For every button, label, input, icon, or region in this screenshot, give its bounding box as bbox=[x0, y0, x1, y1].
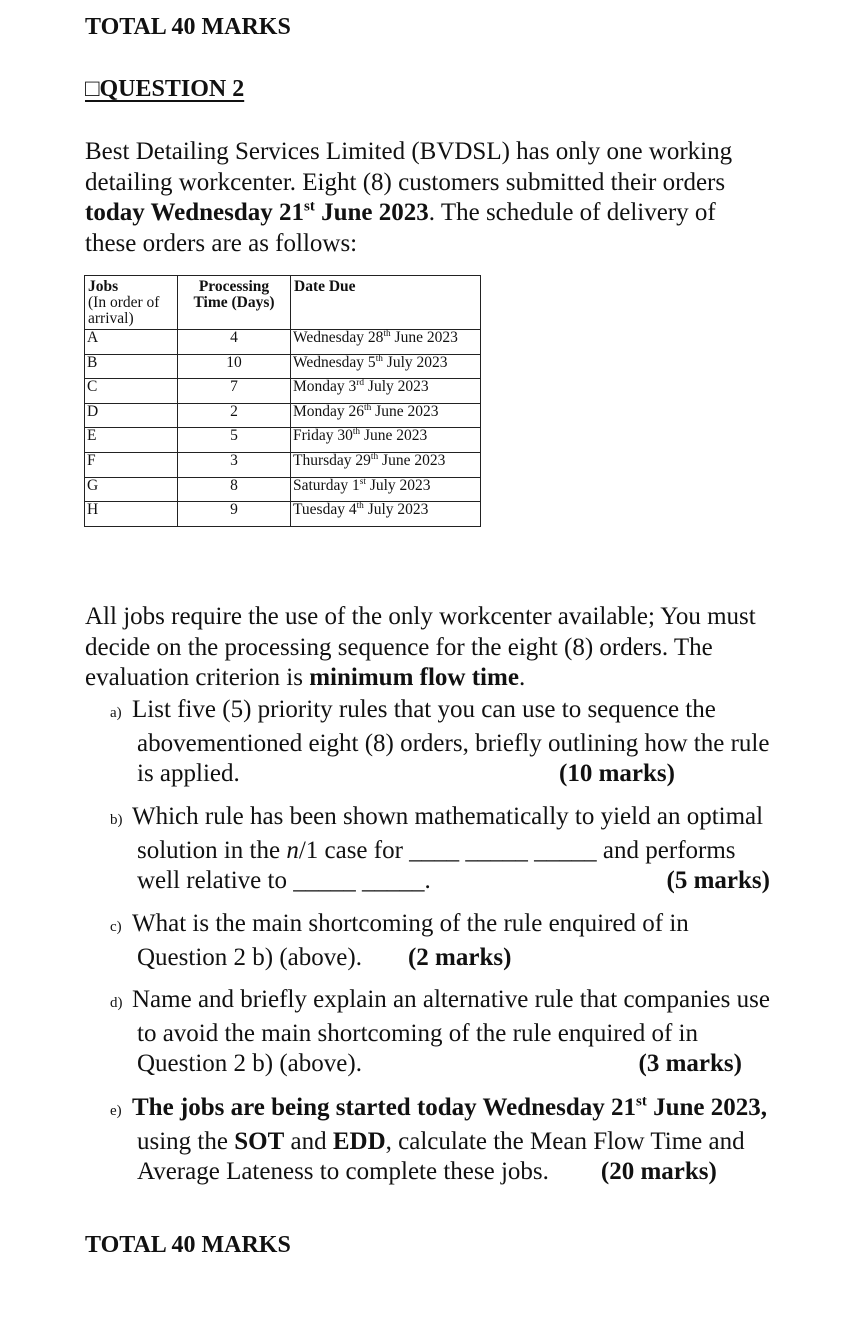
table-header-row bbox=[85, 276, 481, 330]
criterion-paragraph bbox=[85, 602, 805, 694]
date-due-cell: Wednesday 28th June 2023 bbox=[291, 330, 481, 355]
marks-label: (10 marks) bbox=[559, 760, 675, 788]
total-marks-footer: TOTAL 40 MARKS bbox=[85, 1232, 291, 1258]
date-due-cell: Saturday 1st July 2023 bbox=[291, 477, 481, 502]
jobs-column-header: Jobs (In order of arrival) bbox=[85, 276, 178, 330]
total-marks-header: TOTAL 40 MARKS bbox=[85, 14, 291, 40]
question-b: b) Which rule has been shown mathematically to yield an optimal solution in the n/1 case for ____ _____ _____ and performs well relative to _____ _____. (5 marks) bbox=[110, 802, 815, 897]
marks-label: (2 marks) bbox=[407, 943, 512, 971]
question-title: □QUESTION 2 bbox=[85, 76, 245, 102]
intro-line: today Wednesday 21st June 2023. The schedule of delivery of bbox=[85, 198, 716, 227]
date-due-column-header: Date Due bbox=[291, 276, 481, 330]
date-due-cell: Thursday 29th June 2023 bbox=[291, 452, 481, 477]
date-due-cell: Tuesday 4th July 2023 bbox=[291, 502, 481, 527]
intro-paragraph bbox=[85, 137, 805, 259]
intro-date: today Wednesday 21st June 2023 bbox=[85, 198, 429, 227]
processing-time-column-header: Processing Time (Days) bbox=[178, 276, 291, 330]
question-label: c) bbox=[110, 919, 122, 935]
intro-line: detailing workcenter. Eight (8) customers submitted their orders bbox=[85, 168, 726, 196]
job-cell: B bbox=[85, 354, 178, 379]
date-due-cell: Monday 3rd July 2023 bbox=[291, 379, 481, 404]
question-label: a) bbox=[110, 705, 122, 721]
date-due-cell: Wednesday 5th July 2023 bbox=[291, 354, 481, 379]
table-row bbox=[85, 379, 481, 404]
job-cell: D bbox=[85, 403, 178, 428]
processing-time-cell: 7 bbox=[178, 379, 291, 404]
jobs-table bbox=[84, 275, 481, 527]
criterion-line: evaluation criterion is minimum flow time. bbox=[85, 664, 526, 692]
table-row bbox=[85, 428, 481, 453]
table-row bbox=[85, 330, 481, 355]
question-label: e) bbox=[110, 1103, 122, 1119]
marks-label: (5 marks) bbox=[666, 867, 770, 895]
question-c: c) What is the main shortcoming of the rule enquired of in Question 2 b) (above). (2 marks) bbox=[110, 910, 689, 971]
criterion-line: All jobs require the use of the only workcenter available; You must bbox=[85, 603, 756, 630]
processing-time-cell: 9 bbox=[178, 502, 291, 527]
question-e: e) The jobs are being started today Wednesday 21st June 2023, using the SOT and EDD, calculate the Mean Flow Time and Average Lateness to complete these jobs. (20 marks) bbox=[110, 1093, 767, 1186]
table-row bbox=[85, 502, 481, 527]
job-cell: F bbox=[85, 452, 178, 477]
intro-line: these orders are as follows: bbox=[85, 229, 358, 257]
job-cell: H bbox=[85, 502, 178, 527]
criterion-line: decide on the processing sequence for the eight (8) orders. The bbox=[85, 633, 713, 661]
question-a: a) List five (5) priority rules that you can use to sequence the abovementioned eight (8) orders, briefly outlining how the rule is applied. (10 marks) bbox=[110, 695, 815, 790]
processing-time-cell: 3 bbox=[178, 452, 291, 477]
question-label: d) bbox=[110, 995, 123, 1011]
processing-time-cell: 4 bbox=[178, 330, 291, 355]
date-due-cell: Friday 30th June 2023 bbox=[291, 428, 481, 453]
processing-time-cell: 8 bbox=[178, 477, 291, 502]
date-due-cell: Monday 26th June 2023 bbox=[291, 403, 481, 428]
job-cell: A bbox=[85, 330, 178, 355]
job-cell: G bbox=[85, 477, 178, 502]
processing-time-cell: 2 bbox=[178, 403, 291, 428]
marks-label: (20 marks) bbox=[600, 1158, 717, 1186]
job-cell: E bbox=[85, 428, 178, 453]
table-row bbox=[85, 354, 481, 379]
processing-time-cell: 5 bbox=[178, 428, 291, 453]
processing-time-cell: 10 bbox=[178, 354, 291, 379]
job-cell: C bbox=[85, 379, 178, 404]
marks-label: (3 marks) bbox=[638, 1050, 742, 1078]
table-row bbox=[85, 403, 481, 428]
table-row bbox=[85, 452, 481, 477]
question-d: d) Name and briefly explain an alternative rule that companies use to avoid the main shortcoming of the rule enquired of in Question 2 b) (above). (3 marks) bbox=[110, 985, 815, 1080]
question-label: b) bbox=[110, 812, 123, 828]
intro-line: Best Detailing Services Limited (BVDSL) has only one working bbox=[85, 138, 733, 165]
table-row bbox=[85, 477, 481, 502]
